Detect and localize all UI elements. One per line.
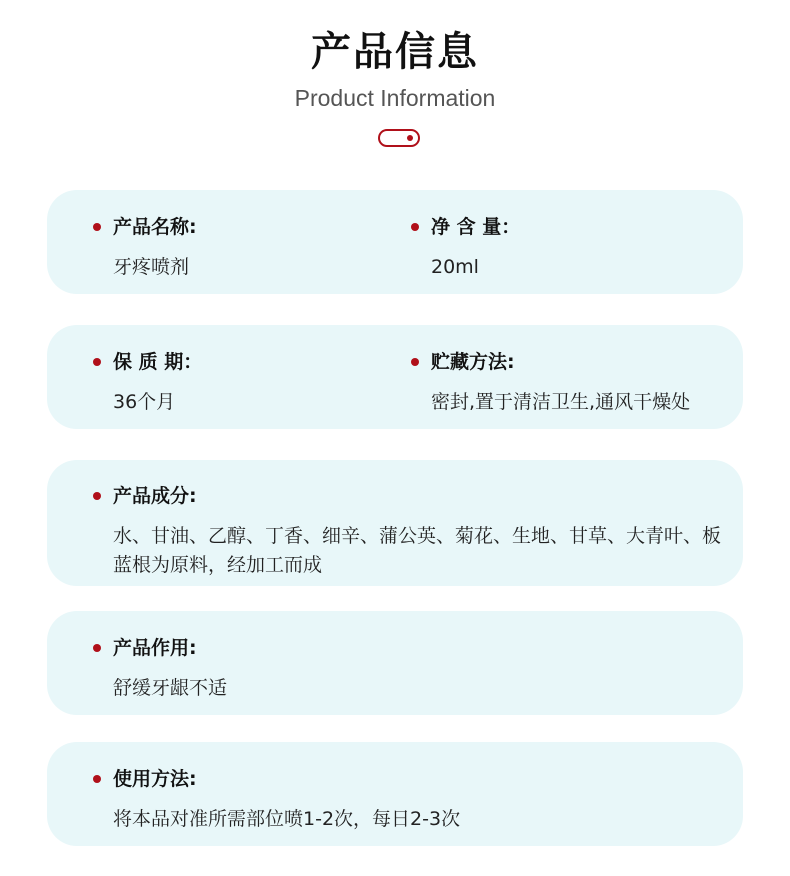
field-label: 保 质 期： xyxy=(113,351,203,373)
bullet-icon xyxy=(411,358,419,366)
field-label: 贮藏方法: xyxy=(431,351,515,373)
bullet-icon xyxy=(93,223,101,231)
field-value: 36个月 xyxy=(113,391,176,413)
field-value: 水、甘油、乙醇、丁香、细辛、蒲公英、菊花、生地、甘草、大青叶、板蓝根为原料，经加工而成 xyxy=(113,525,722,576)
field-label: 产品作用: xyxy=(113,637,197,659)
pill-dot-icon xyxy=(407,135,413,141)
page-subtitle: Product Information xyxy=(294,85,496,111)
field-label: 产品成分: xyxy=(113,485,197,507)
page-title: 产品信息 xyxy=(311,29,479,75)
bullet-icon xyxy=(93,358,101,366)
info-card-effect xyxy=(47,611,743,715)
field-value: 密封,置于清洁卫生,通风干燥处 xyxy=(431,391,691,413)
pill-decoration-icon xyxy=(378,129,420,147)
bullet-icon xyxy=(411,223,419,231)
field-label: 净 含 量： xyxy=(431,216,521,238)
bullet-icon xyxy=(93,492,101,500)
field-label: 产品名称: xyxy=(113,216,197,238)
info-card-name-volume xyxy=(47,190,743,294)
info-card-shelf-storage xyxy=(47,325,743,429)
field-value: 牙疼喷剂 xyxy=(113,256,190,278)
bullet-icon xyxy=(93,644,101,652)
field-label: 使用方法: xyxy=(113,768,197,790)
field-value: 舒缓牙龈不适 xyxy=(113,677,228,699)
bullet-icon xyxy=(93,775,101,783)
info-card-usage xyxy=(47,742,743,846)
field-value: 20ml xyxy=(431,256,479,278)
field-value: 将本品对准所需部位喷1-2次，每日2-3次 xyxy=(113,808,461,830)
info-card-ingredients xyxy=(47,460,743,586)
